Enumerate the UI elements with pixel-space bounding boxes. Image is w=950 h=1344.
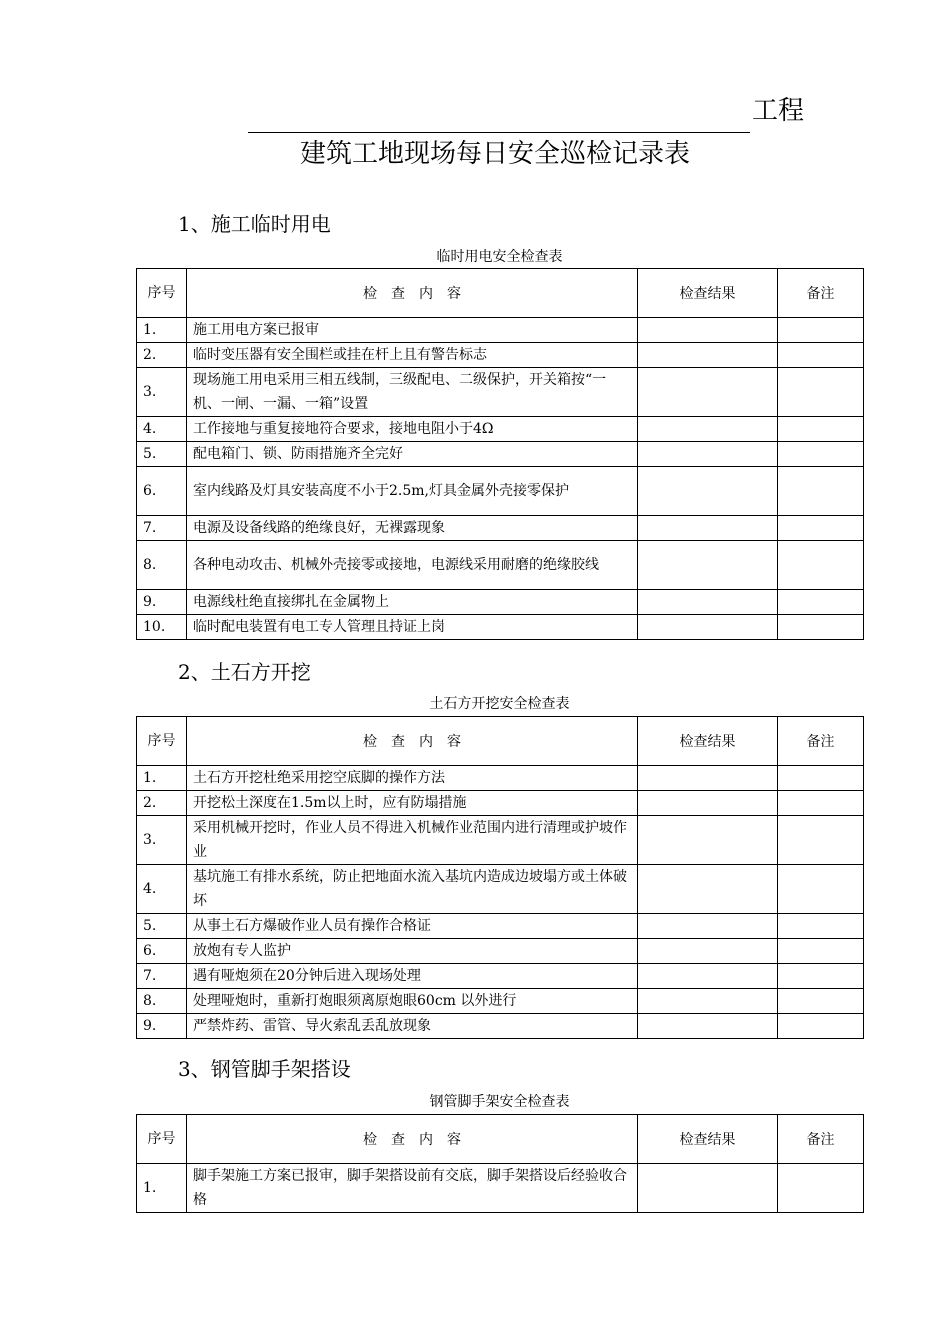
row-check-item: 电源线杜绝直接绑扎在金属物上 xyxy=(187,590,638,615)
row-number: 7. xyxy=(137,516,187,541)
row-number: 5. xyxy=(137,442,187,467)
table-row xyxy=(137,590,864,615)
note-cell[interactable] xyxy=(778,467,864,516)
note-cell[interactable] xyxy=(778,1164,864,1213)
row-check-item: 遇有哑炮须在20分钟后进入现场处理 xyxy=(187,964,638,989)
table-row xyxy=(137,467,864,516)
row-check-item: 基坑施工有排水系统，防止把地面水流入基坑内造成边坡塌方或土体破坏 xyxy=(187,865,638,914)
result-cell[interactable] xyxy=(638,467,778,516)
result-cell[interactable] xyxy=(638,615,778,640)
result-cell[interactable] xyxy=(638,541,778,590)
table-row xyxy=(137,615,864,640)
row-check-item: 施工用电方案已报审 xyxy=(187,318,638,343)
result-cell[interactable] xyxy=(638,1164,778,1213)
result-cell[interactable] xyxy=(638,964,778,989)
result-cell[interactable] xyxy=(638,989,778,1014)
table-caption-scaffolding: 钢管脚手架安全检查表 xyxy=(429,1094,570,1110)
note-cell[interactable] xyxy=(778,343,864,368)
row-check-item: 各种电动攻击、机械外壳接零或接地，电源线采用耐磨的绝缘胶线 xyxy=(187,541,638,590)
row-check-item: 严禁炸药、雷管、导火索乱丢乱放现象 xyxy=(187,1014,638,1039)
column-header-note: 备注 xyxy=(778,1115,864,1164)
row-check-item: 临时配电装置有电工专人管理且持证上岗 xyxy=(187,615,638,640)
section-heading-earthwork: 2、土石方开挖 xyxy=(178,660,311,684)
column-header-no: 序号 xyxy=(137,1115,187,1164)
note-cell[interactable] xyxy=(778,417,864,442)
table-header-row xyxy=(137,269,864,318)
row-check-item: 工作接地与重复接地符合要求，接地电阻小于4Ω xyxy=(187,417,638,442)
table-row xyxy=(137,442,864,467)
row-number: 6. xyxy=(137,467,187,516)
row-number: 8. xyxy=(137,989,187,1014)
table-row xyxy=(137,964,864,989)
table-header-row xyxy=(137,717,864,766)
row-number: 8. xyxy=(137,541,187,590)
row-check-item: 室内线路及灯具安装高度不小于2.5m,灯具金属外壳接零保护 xyxy=(187,467,638,516)
result-cell[interactable] xyxy=(638,318,778,343)
row-number: 3. xyxy=(137,816,187,865)
row-check-item: 放炮有专人监护 xyxy=(187,939,638,964)
row-number: 1. xyxy=(137,766,187,791)
table-row xyxy=(137,343,864,368)
note-cell[interactable] xyxy=(778,914,864,939)
row-number: 9. xyxy=(137,590,187,615)
row-number: 4. xyxy=(137,417,187,442)
result-cell[interactable] xyxy=(638,368,778,417)
electricity-check-table xyxy=(136,268,864,640)
document-title: 建筑工地现场每日安全巡检记录表 xyxy=(300,139,691,169)
table-row xyxy=(137,417,864,442)
row-check-item: 配电箱门、锁、防雨措施齐全完好 xyxy=(187,442,638,467)
note-cell[interactable] xyxy=(778,541,864,590)
table-row xyxy=(137,541,864,590)
row-check-item: 脚手架施工方案已报审，脚手架搭设前有交底，脚手架搭设后经验收合格 xyxy=(187,1164,638,1213)
result-cell[interactable] xyxy=(638,766,778,791)
column-header-note: 备注 xyxy=(778,717,864,766)
row-number: 10. xyxy=(137,615,187,640)
project-suffix: 工程 xyxy=(752,96,805,126)
column-header-item: 检 查 内 容 xyxy=(187,1115,638,1164)
row-check-item: 开挖松土深度在1.5m以上时，应有防塌措施 xyxy=(187,791,638,816)
column-header-no: 序号 xyxy=(137,269,187,318)
table-row xyxy=(137,516,864,541)
column-header-item: 检 查 内 容 xyxy=(187,717,638,766)
table-row xyxy=(137,1014,864,1039)
row-number: 9. xyxy=(137,1014,187,1039)
row-check-item: 临时变压器有安全围栏或挂在杆上且有警告标志 xyxy=(187,343,638,368)
table-row xyxy=(137,989,864,1014)
note-cell[interactable] xyxy=(778,939,864,964)
result-cell[interactable] xyxy=(638,442,778,467)
note-cell[interactable] xyxy=(778,1014,864,1039)
row-number: 1. xyxy=(137,318,187,343)
row-check-item: 处理哑炮时，重新打炮眼须离原炮眼60cm 以外进行 xyxy=(187,989,638,1014)
row-check-item: 采用机械开挖时，作业人员不得进入机械作业范围内进行清理或护坡作业 xyxy=(187,816,638,865)
row-check-item: 电源及设备线路的绝缘良好，无裸露现象 xyxy=(187,516,638,541)
section-heading-scaffolding: 3、钢管脚手架搭设 xyxy=(178,1057,351,1081)
row-number: 7. xyxy=(137,964,187,989)
result-cell[interactable] xyxy=(638,1014,778,1039)
row-number: 1. xyxy=(137,1164,187,1213)
table-header-row xyxy=(137,1115,864,1164)
note-cell[interactable] xyxy=(778,766,864,791)
result-cell[interactable] xyxy=(638,791,778,816)
column-header-result: 检查结果 xyxy=(638,717,778,766)
column-header-result: 检查结果 xyxy=(638,1115,778,1164)
row-number: 5. xyxy=(137,914,187,939)
note-cell[interactable] xyxy=(778,368,864,417)
column-header-note: 备注 xyxy=(778,269,864,318)
table-row xyxy=(137,865,864,914)
result-cell[interactable] xyxy=(638,590,778,615)
row-number: 4. xyxy=(137,865,187,914)
note-cell[interactable] xyxy=(778,590,864,615)
note-cell[interactable] xyxy=(778,615,864,640)
earthwork-check-table xyxy=(136,716,864,1039)
result-cell[interactable] xyxy=(638,914,778,939)
row-number: 6. xyxy=(137,939,187,964)
result-cell[interactable] xyxy=(638,865,778,914)
note-cell[interactable] xyxy=(778,442,864,467)
result-cell[interactable] xyxy=(638,417,778,442)
table-caption-earthwork: 土石方开挖安全检查表 xyxy=(429,696,570,712)
table-row xyxy=(137,368,864,417)
table-row xyxy=(137,914,864,939)
note-cell[interactable] xyxy=(778,516,864,541)
section-heading-electricity: 1、施工临时用电 xyxy=(178,212,331,236)
column-header-result: 检查结果 xyxy=(638,269,778,318)
note-cell[interactable] xyxy=(778,964,864,989)
row-check-item: 现场施工用电采用三相五线制，三级配电、二级保护，开关箱按“一机、一闸、一漏、一箱”设置 xyxy=(187,368,638,417)
note-cell[interactable] xyxy=(778,865,864,914)
row-number: 2. xyxy=(137,343,187,368)
table-row xyxy=(137,816,864,865)
result-cell[interactable] xyxy=(638,939,778,964)
row-check-item: 从事土石方爆破作业人员有操作合格证 xyxy=(187,914,638,939)
column-header-no: 序号 xyxy=(137,717,187,766)
table-row xyxy=(137,318,864,343)
result-cell[interactable] xyxy=(638,343,778,368)
table-row xyxy=(137,766,864,791)
row-number: 3. xyxy=(137,368,187,417)
table-row xyxy=(137,1164,864,1213)
scaffolding-check-table xyxy=(136,1114,864,1213)
project-name-underline xyxy=(248,132,750,133)
note-cell[interactable] xyxy=(778,318,864,343)
table-row xyxy=(137,791,864,816)
result-cell[interactable] xyxy=(638,516,778,541)
note-cell[interactable] xyxy=(778,791,864,816)
column-header-item: 检 查 内 容 xyxy=(187,269,638,318)
result-cell[interactable] xyxy=(638,816,778,865)
note-cell[interactable] xyxy=(778,816,864,865)
table-row xyxy=(137,939,864,964)
note-cell[interactable] xyxy=(778,989,864,1014)
row-number: 2. xyxy=(137,791,187,816)
row-check-item: 土石方开挖杜绝采用挖空底脚的操作方法 xyxy=(187,766,638,791)
table-caption-electricity: 临时用电安全检查表 xyxy=(436,249,563,265)
